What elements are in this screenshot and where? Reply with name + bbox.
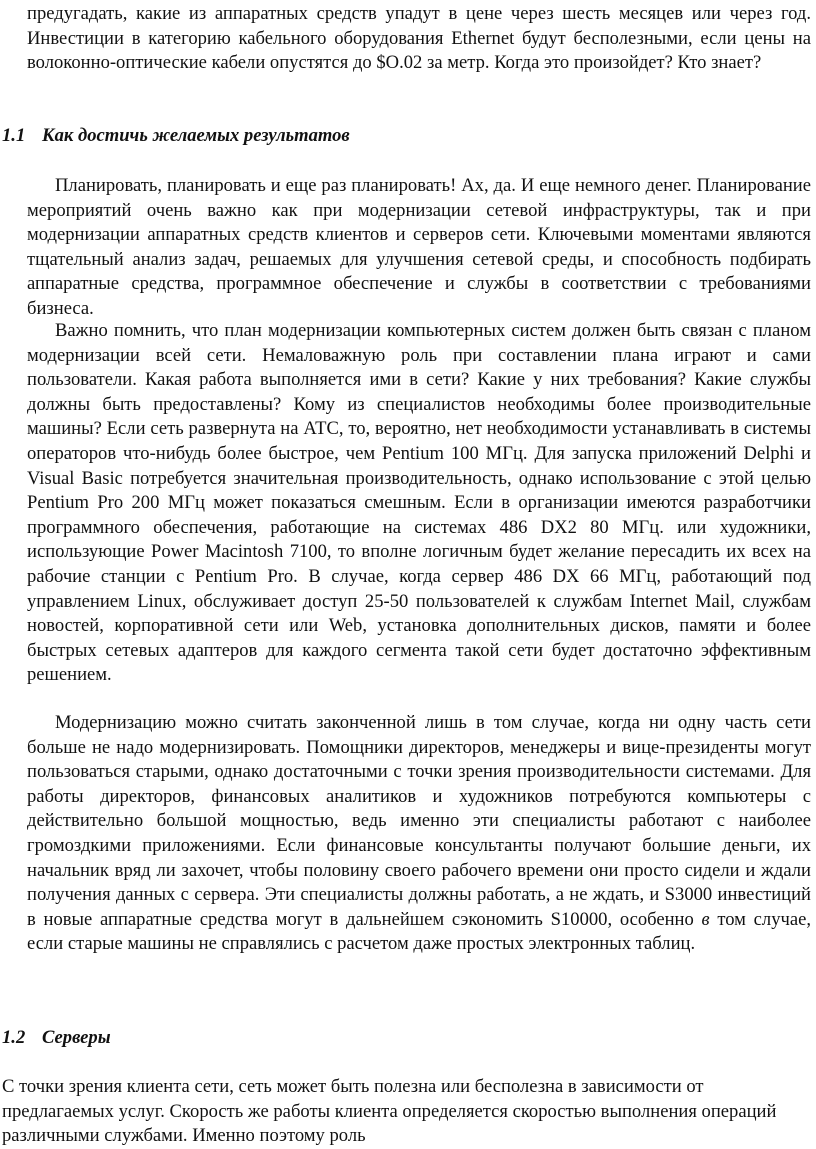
section-heading-1-2 xyxy=(2,1026,111,1050)
paragraph-modernization-plan: Важно помнить, что план модернизации компьютерных систем должен быть связан с планом модернизации всей сети. Немаловажную роль при составлении плана играют и сами пользователи. Какая работа выполняется ими в сети? Какие у них требования? Какие службы должны быть предоставлены? Кому из специалистов необходимы более производительные машины? Если сеть развернута на АТС, то, вероятно, нет необходимости устанавливать в системы операторов что-нибудь более быстрое, чем Pentium 100 МГц. Для запуска приложений Delphi и Visual Basic потребуется значительная производительность, однако использование с этой целью Pentium Pro 200 МГц может показаться смешным. Если в организации имеются разработчики программного обеспечения, работающие на системах 486 DX2 80 МГц. или художники, использующие Power Macintosh 7100, то вполне логичным будет желание пересадить их всех на рабочие станции с Pentium Pro. В случае, когда сервер 486 DX 66 МГц, работающий под управлением Linux, обслуживает доступ 25-50 пользователей к службам Internet Mail, службам новостей, корпоративной сети или Web, установка дополнительных дисков, памяти и более быстрых сетевых адаптеров для каждого сегмента такой сети будет достаточно эффективным решением. xyxy=(27,320,811,686)
section-number: 1.1 xyxy=(2,125,26,146)
paragraph-completion-italic: в xyxy=(701,908,710,930)
paragraph-completion xyxy=(27,711,811,957)
paragraph-completion-text-b: том случае, если старые машины не справлялись с расчетом даже простых электронных таблиц. xyxy=(27,908,812,955)
paragraph-intro-continued: предугадать, какие из аппаратных средств упадут в цене через шесть месяцев или через год. Инвестиции в категорию кабельного оборудования Ethernet будут бесполезными, если цены на волоконно-оптические кабели опустятся до $O.02 за метр. Когда это произойдет? Кто знает? xyxy=(27,3,811,74)
section-title: Серверы xyxy=(42,1027,111,1048)
section-heading-1-1 xyxy=(2,124,350,148)
paragraph-planning: Планировать, планировать и еще раз планировать! Ах, да. И еще немного денег. Планирование мероприятий очень важно как при модернизации сетевой инфраструктуры, так и при модернизации аппаратных средств клиентов и серверов сети. Ключевыми моментами являются тщательный анализ задач, решаемых для улучшения сетевой среды, и способность подбирать аппаратные средства, программное обеспечение и службы в соответствии с требованиями бизнеса. xyxy=(27,175,811,319)
paragraph-completion-text-a: Модернизацию можно считать законченной лишь в том случае, когда ни одну часть сети больше не надо модернизировать. Помощники директоров, менеджеры и вице-президенты могут пользоваться старыми, однако достаточными с точки зрения производительности системами. Для работы директоров, финансовых аналитиков и художников потребуются компьютеры с действительно большой мощностью, ведь именно эти специалисты работают с наиболее громоздкими приложениями. Если финансовые консультанты получают большие деньги, их начальник вряд ли захочет, чтобы половину своего рабочего времени они просто сидели и ждали получения данных с сервера. Эти специалисты должны работать, а не ждать, и S3000 инвестиций в новые аппаратные средства могут в дальнейшем сэкономить S10000, особенно xyxy=(27,712,811,930)
section-title: Как достичь желаемых результатов xyxy=(42,125,350,146)
paragraph-servers: С точки зрения клиента сети, сеть может быть полезна или бесполезна в зависимости от предлагаемых услуг. Скорость же работы клиента определяется скоростью выполнения операций различными службами. Именно поэтому роль xyxy=(2,1076,777,1147)
section-number: 1.2 xyxy=(2,1027,26,1048)
